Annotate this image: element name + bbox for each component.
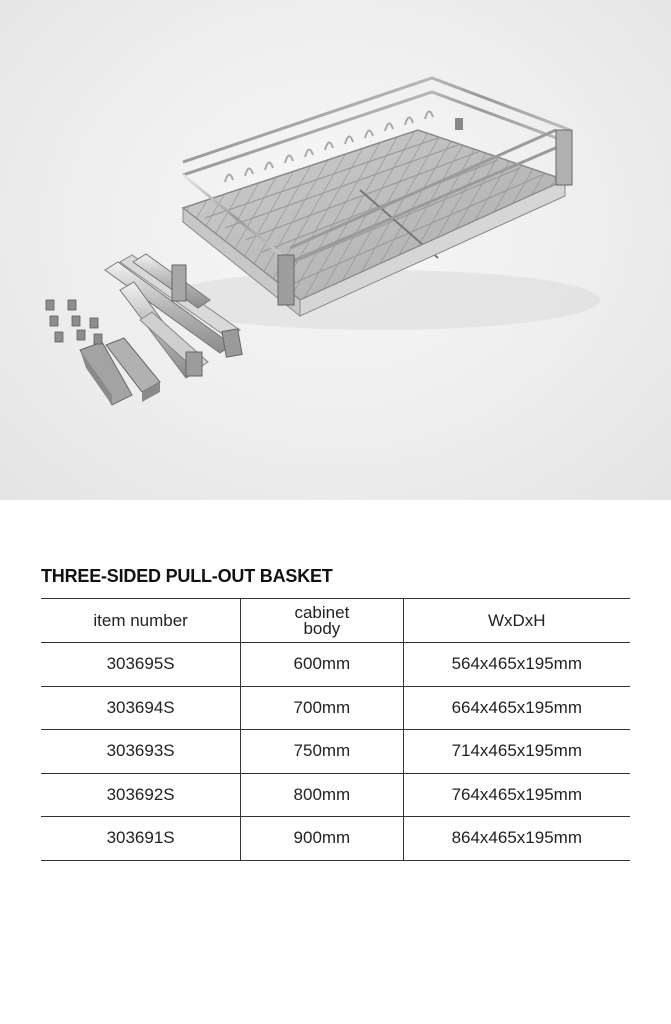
- header-cabinet-body: [241, 599, 403, 643]
- cell-item-number: 303694S: [41, 686, 241, 730]
- screw-clips: [46, 300, 102, 344]
- header-dimensions: WxDxH: [403, 599, 630, 643]
- table-row: [41, 817, 630, 861]
- cell-dimensions: 714x465x195mm: [403, 730, 630, 774]
- table-row: [41, 730, 630, 774]
- cell-dimensions: 764x465x195mm: [403, 773, 630, 817]
- cell-item-number: 303695S: [41, 643, 241, 687]
- cell-cabinet-body: 600mm: [241, 643, 403, 687]
- cell-item-number: 303691S: [41, 817, 241, 861]
- cell-cabinet-body: 800mm: [241, 773, 403, 817]
- header-cabinet-line2: body: [303, 618, 341, 638]
- table-row: [41, 773, 630, 817]
- table-row: [41, 643, 630, 687]
- header-cabinet-line1: cabinet: [294, 602, 350, 622]
- cell-cabinet-body: 900mm: [241, 817, 403, 861]
- cell-cabinet-body: 750mm: [241, 730, 403, 774]
- cell-dimensions: 564x465x195mm: [403, 643, 630, 687]
- product-photo: [0, 0, 671, 500]
- cell-dimensions: 664x465x195mm: [403, 686, 630, 730]
- spec-table: [41, 598, 630, 861]
- cell-cabinet-body: 700mm: [241, 686, 403, 730]
- pull-out-basket-illustration: [0, 0, 671, 500]
- mounting-bracket: [80, 338, 160, 405]
- cell-dimensions: 864x465x195mm: [403, 817, 630, 861]
- product-title: THREE-SIDED PULL-OUT BASKET: [41, 566, 333, 586]
- cell-item-number: 303693S: [41, 730, 241, 774]
- table-row: [41, 686, 630, 730]
- header-item-number: item number: [41, 599, 241, 643]
- table-header-row: [41, 599, 630, 643]
- cell-item-number: 303692S: [41, 773, 241, 817]
